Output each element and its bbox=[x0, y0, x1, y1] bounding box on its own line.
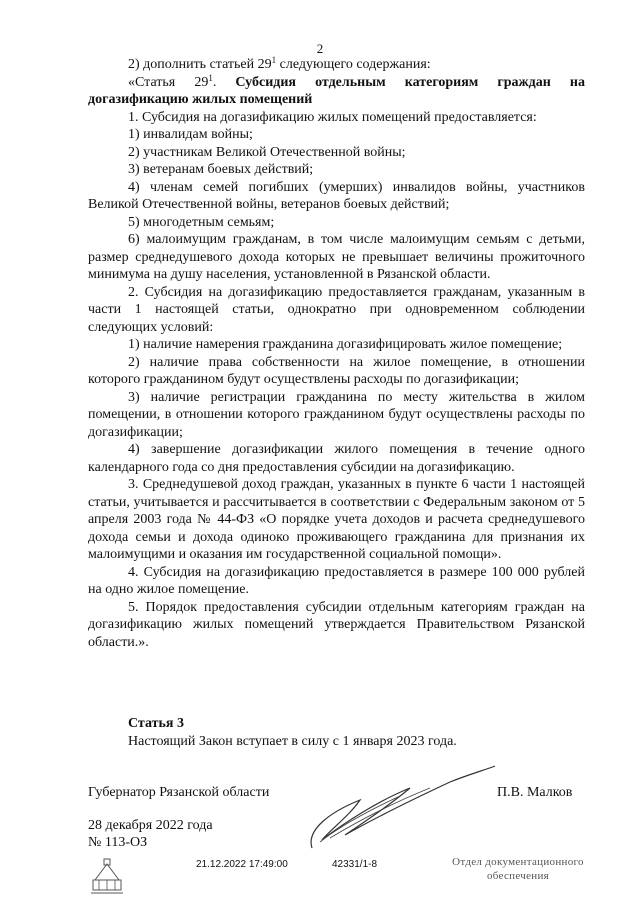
handwritten-signature bbox=[300, 760, 500, 860]
paragraph: 1) наличие намерения гражданина догазифицировать жилое помещение; bbox=[128, 337, 563, 352]
paragraph: 4. Субсидия на догазификацию предоставляется в размере 100 000 рублей на одно жилое помещение. bbox=[88, 564, 585, 597]
paragraph: 5. Порядок предоставления субсидии отдельным категориям граждан на догазификацию жилых помещений утверждается Правительством Рязанской области.». bbox=[88, 599, 585, 650]
paragraph: 2) наличие права собственности на жилое помещение, в отношении которого гражданином будут осуществлены расходы по догазификации; bbox=[88, 354, 585, 387]
law-number: № 113-ОЗ bbox=[88, 835, 148, 850]
duma-logo-icon bbox=[90, 856, 124, 896]
paragraph: 3) ветеранам боевых действий; bbox=[128, 162, 314, 177]
paragraph: 4) завершение догазификации жилого помещения в течение одного календарного года со дня предоставления субсидии на догазификацию. bbox=[88, 442, 585, 475]
paragraph: 3) наличие регистрации гражданина по месту жительства в жилом помещении, в отношении которого гражданином будут осуществлены расходы по догазификации; bbox=[88, 389, 585, 440]
paragraph: 2. Субсидия на догазификацию предоставляется гражданам, указанным в части 1 настоящей статьи, однократно при одновременном соблюдении следующих условий: bbox=[88, 284, 585, 335]
paragraph: 4) членам семей погибших (умерших) инвалидов войны, участников Великой Отечественной войны, ветеранов боевых действий; bbox=[88, 179, 585, 212]
department-stamp: Отдел документационного обеспечения bbox=[452, 856, 584, 882]
intro-line: 2) дополнить статьей $29^1$ следующего содержания: bbox=[128, 55, 431, 72]
paragraph: 2) участникам Великой Отечественной войны; bbox=[128, 144, 406, 160]
article-3-heading: Статья 3 bbox=[128, 716, 184, 731]
paragraph: 1) инвалидам войны; bbox=[128, 127, 253, 142]
registration-timestamp: 21.12.2022 17:49:00 bbox=[196, 859, 288, 870]
article-3-text: Настоящий Закон вступает в силу с 1 января 2023 года. bbox=[128, 734, 457, 749]
governor-name: П.В. Малков bbox=[497, 785, 573, 800]
article-title: «Статья $29^1$. Субсидия отдельным категориям граждан на догазификацию жилых помещений bbox=[88, 72, 585, 107]
paragraph: 1. Субсидия на догазификацию жилых помещений предоставляется: bbox=[128, 109, 537, 125]
paragraph: 5) многодетным семьям; bbox=[128, 214, 275, 230]
signing-date: 28 декабря 2022 года bbox=[88, 818, 213, 833]
page-number: 2 bbox=[316, 41, 324, 56]
paragraph: 6) малоимущим гражданам, в том числе малоимущим семьям с детьми, размер среднедушевого дохода которых не превышает величины прожиточного минимума на душу населения, установленной в Рязанской области. bbox=[88, 232, 585, 282]
governor-title: Губернатор Рязанской области bbox=[88, 785, 270, 800]
law-body bbox=[88, 56, 585, 651]
registration-number: 42331/1-8 bbox=[332, 859, 378, 870]
paragraph: 3. Среднедушевой доход граждан, указанных в пункте 6 части 1 настоящей статьи, учитывается и рассчитывается в соответствии с Федеральным законом от 5 апреля 2003 года № 44-ФЗ «О порядке учета доходов и расчета среднедушевого дохода семьи и дохода одиноко проживающего гражданина для признания их малоимущими и оказания им государственной социальной помощи». bbox=[88, 477, 585, 562]
